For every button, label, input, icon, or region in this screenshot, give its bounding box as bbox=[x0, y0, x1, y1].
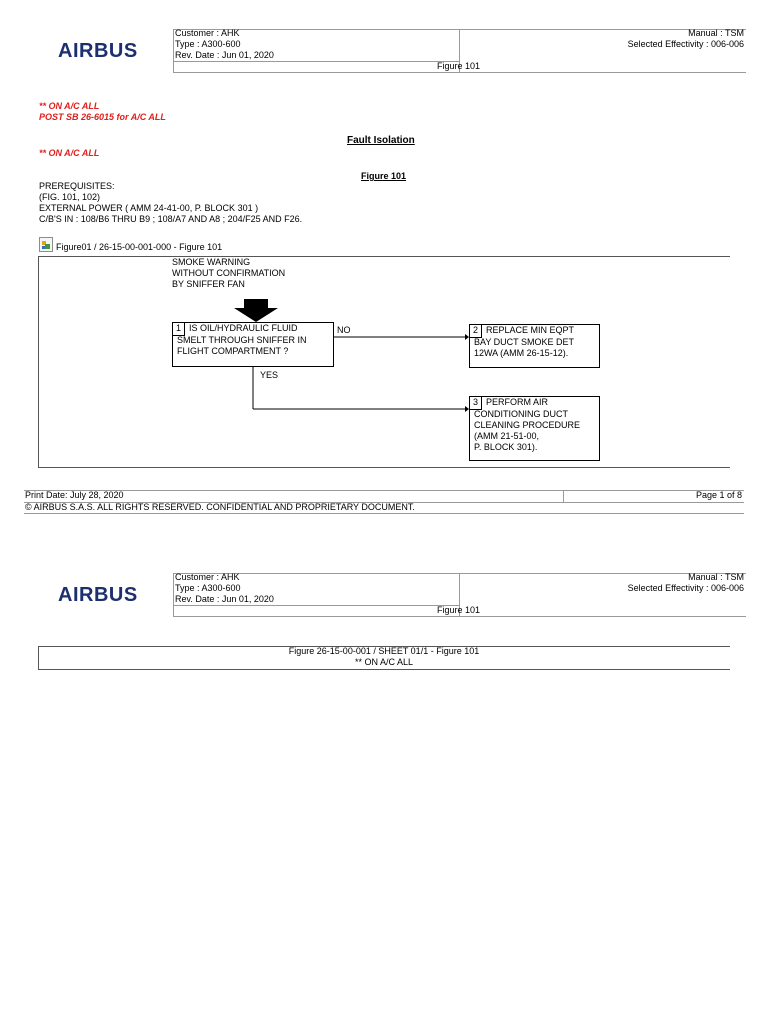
box-2-line: REPLACE MIN EQPT bbox=[486, 325, 575, 335]
box-3-line: (AMM 21-51-00, bbox=[474, 431, 540, 441]
header-manual: Manual : TSM bbox=[688, 572, 744, 582]
box-3-line: CONDITIONING DUCT bbox=[474, 409, 568, 419]
header-effectivity: Selected Effectivity : 006-006 bbox=[627, 583, 744, 593]
footer-top-rule bbox=[24, 490, 744, 491]
print-date: Print Date: July 28, 2020 bbox=[25, 490, 124, 500]
header-figure: Figure 101 bbox=[437, 61, 481, 71]
airbus-logo: AIRBUS bbox=[58, 584, 138, 606]
box-1-line: SMELT THROUGH SNIFFER IN bbox=[177, 335, 307, 345]
footer-mid-rule bbox=[563, 490, 564, 502]
section-note: ** ON A/C ALL bbox=[39, 148, 100, 158]
header-customer: Customer : AHK bbox=[175, 572, 240, 582]
effectivity-note-1: ** ON A/C ALL bbox=[39, 101, 100, 111]
prereq-line: C/B'S IN : 108/B6 THRU B9 ; 108/A7 AND A8 ; 204/F25 AND F26. bbox=[39, 214, 303, 224]
start-line: WITHOUT CONFIRMATION bbox=[172, 268, 286, 278]
header-customer: Customer : AHK bbox=[175, 28, 240, 38]
no-label: NO bbox=[337, 325, 351, 335]
section-title: Fault Isolation bbox=[347, 135, 415, 146]
effectivity-note-2: POST SB 26-6015 for A/C ALL bbox=[39, 112, 166, 122]
copyright: © AIRBUS S.A.S. ALL RIGHTS RESERVED. CONFIDENTIAL AND PROPRIETARY DOCUMENT. bbox=[25, 502, 415, 512]
start-line: SMOKE WARNING bbox=[172, 257, 251, 267]
box-2-number: 2 bbox=[470, 325, 482, 338]
box-3-line: CLEANING PROCEDURE bbox=[474, 420, 581, 430]
box-1-number: 1 bbox=[173, 323, 185, 336]
image-icon bbox=[39, 237, 53, 252]
box-2-line: BAY DUCT SMOKE DET bbox=[474, 337, 575, 347]
box-1-first-line bbox=[173, 323, 298, 336]
header-type: Type : A300-600 bbox=[175, 583, 241, 593]
box-3-first-line bbox=[470, 397, 548, 410]
header-left-rule bbox=[173, 573, 174, 616]
box-3-line: PERFORM AIR bbox=[486, 397, 549, 407]
box-3-number: 3 bbox=[470, 397, 482, 410]
flowchart-lines bbox=[38, 256, 730, 468]
figure-caption: Figure 26-15-00-001 / SHEET 01/1 - Figure 101 bbox=[288, 646, 480, 656]
start-line: BY SNIFFER FAN bbox=[172, 279, 245, 289]
header-type: Type : A300-600 bbox=[175, 39, 241, 49]
yes-label: YES bbox=[260, 370, 279, 380]
figure-link-label[interactable]: Figure01 / 26-15-00-001-000 - Figure 101 bbox=[56, 242, 223, 252]
page-number: Page 1 of 8 bbox=[695, 490, 742, 500]
box-3-line: P. BLOCK 301). bbox=[474, 442, 538, 452]
airbus-logo: AIRBUS bbox=[58, 40, 138, 62]
prereq-line: EXTERNAL POWER ( AMM 24-41-00, P. BLOCK 301 ) bbox=[39, 203, 259, 213]
header-manual: Manual : TSM bbox=[688, 28, 744, 38]
figure-caption-note: ** ON A/C ALL bbox=[354, 657, 414, 667]
box-1-line: FLIGHT COMPARTMENT ? bbox=[177, 346, 289, 356]
header-rev-date: Rev. Date : Jun 01, 2020 bbox=[175, 594, 274, 604]
flowchart-box-3 bbox=[469, 396, 600, 461]
header-effectivity: Selected Effectivity : 006-006 bbox=[627, 39, 744, 49]
prereq-heading: PREREQUISITES: bbox=[39, 181, 115, 191]
header-left-rule bbox=[173, 29, 174, 72]
header-rev-date: Rev. Date : Jun 01, 2020 bbox=[175, 50, 274, 60]
prereq-line: (FIG. 101, 102) bbox=[39, 192, 101, 202]
box-2-first-line bbox=[470, 325, 574, 338]
flowchart-box-2 bbox=[469, 324, 600, 368]
box-2-line: 12WA (AMM 26-15-12). bbox=[474, 348, 569, 358]
header-figure: Figure 101 bbox=[437, 605, 481, 615]
flowchart bbox=[38, 256, 730, 468]
figure-caption-box bbox=[38, 646, 730, 670]
flowchart-box-1 bbox=[172, 322, 334, 367]
figure-title: Figure 101 bbox=[361, 171, 407, 181]
box-1-line: IS OIL/HYDRAULIC FLUID bbox=[189, 323, 298, 333]
